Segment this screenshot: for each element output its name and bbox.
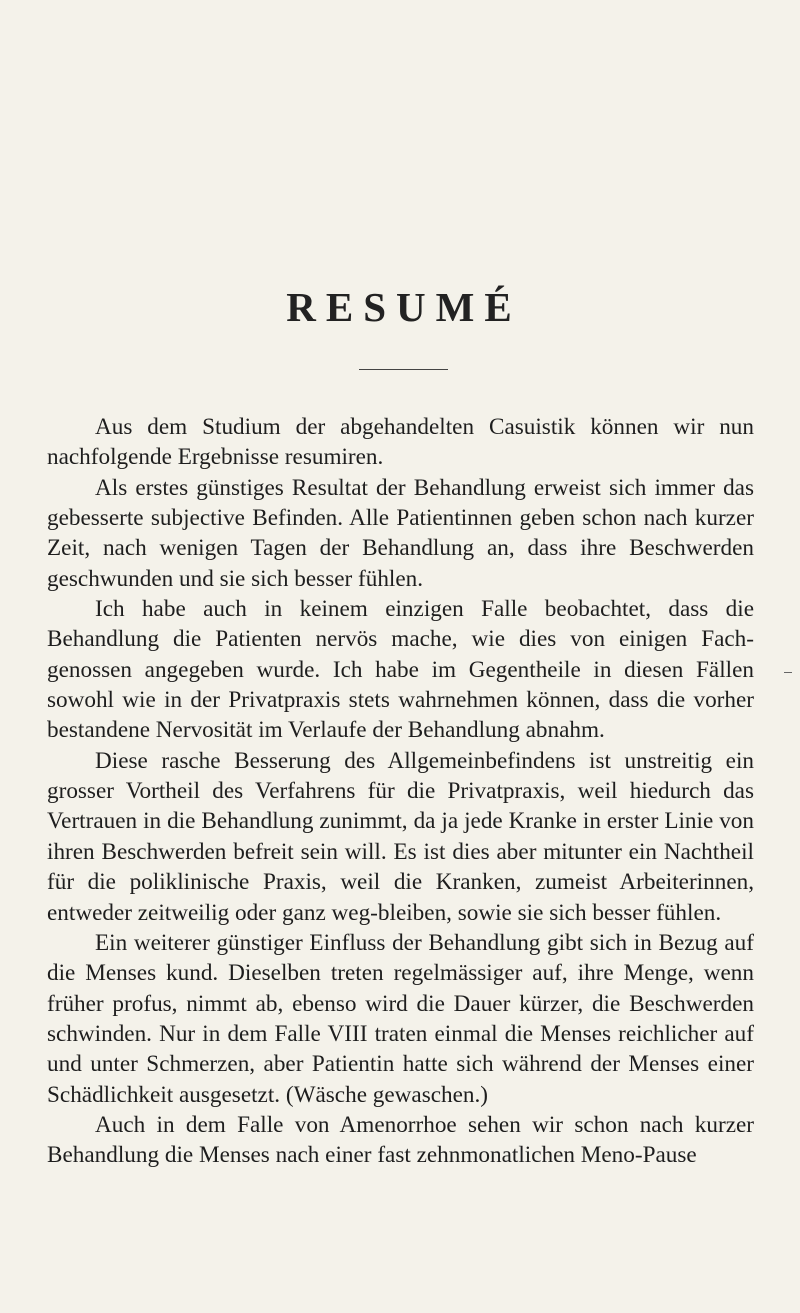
paragraph: Ein weiterer günstiger Einfluss der Behandlung gibt sich in Bezug auf die Menses kund. Dieselben treten regelmässiger auf, ihre Menge, wenn früher profus, nimmt ab, ebenso wird die Dauer kürzer, die Beschwerden schwinden. Nur in dem Falle VIII traten einmal die Menses reichlicher auf und unter Schmerzen, aber Patientin hatte sich während der Menses einer Schädlichkeit ausgesetzt. (Wäsche gewaschen.) <box>47 929 754 1108</box>
paragraph: Auch in dem Falle von Amenorrhoe sehen wir schon nach kurzer Behandlung die Menses nach einer fast zehnmonatlichen Meno-Pause <box>47 1111 754 1169</box>
title-divider <box>359 369 448 370</box>
paragraph: Ich habe auch in keinem einzigen Falle beobachtet, dass die Behandlung die Patienten nervös mache, wie dies von einigen Fach-genossen angegeben wurde. Ich habe im Gegentheile in diesen Fällen sowohl wie in der Privatpraxis stets wahrnehmen können, dass die vorher bestandene Nervosität im Verlaufe der Behandlung abnahm. <box>47 596 754 744</box>
paragraph: Diese rasche Besserung des Allgemeinbefindens ist unstreitig ein grosser Vortheil des Verfahrens für die Privatpraxis, weil hiedurch das Vertrauen in die Behandlung zunimmt, da ja jede Kranke in erster Linie von ihren Beschwerden befreit sein will. Es ist dies aber mitunter ein Nachtheil für die poliklinische Praxis, weil die Kranken, zumeist Arbeiterinnen, entweder zeitweilig oder ganz weg-bleiben, sowie sie sich besser fühlen. <box>47 747 754 926</box>
paragraph: Als erstes günstiges Resultat der Behandlung erweist sich immer das gebesserte subjective Befinden. Alle Patientinnen geben schon nach kurzer Zeit, nach wenigen Tagen der Behandlung an, dass ihre Beschwerden geschwunden und sie sich besser fühlen. <box>47 474 754 592</box>
page-title: RESUMÉ <box>286 284 522 330</box>
paragraph: Aus dem Studium der abgehandelten Casuistik können wir nun nachfolgende Ergebnisse resumiren. <box>47 414 754 471</box>
body-text <box>47 412 754 1171</box>
margin-mark <box>784 672 792 673</box>
